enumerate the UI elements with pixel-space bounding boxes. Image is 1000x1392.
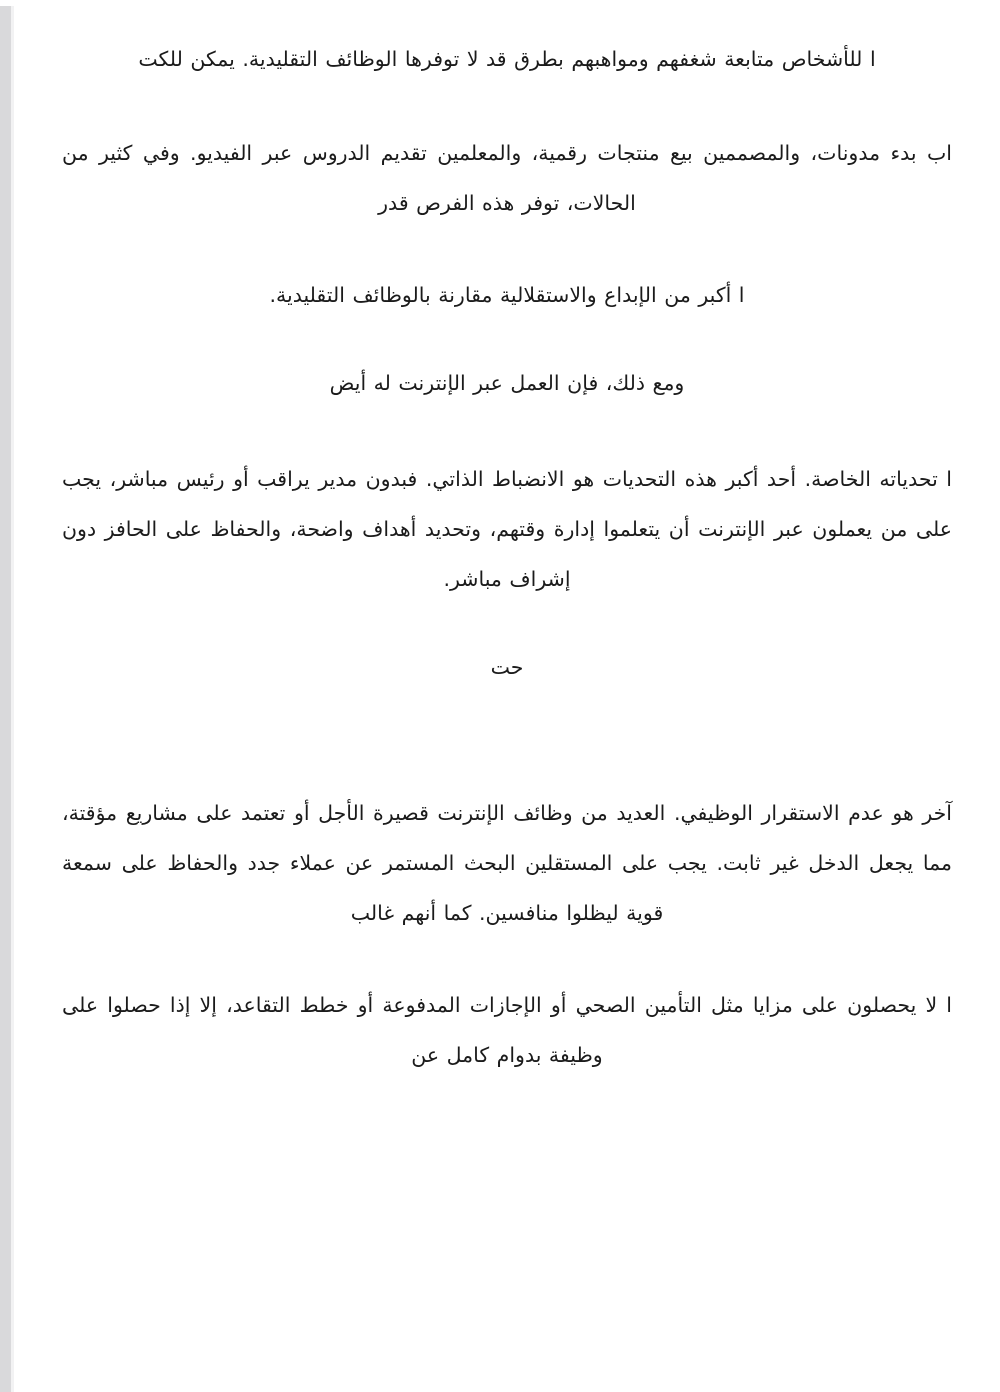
document-text-body (14, 0, 1000, 1392)
paragraph-gap (62, 228, 952, 270)
paragraph-gap (62, 84, 952, 128)
paragraph-8: ا لا يحصلون على مزايا مثل التأمين الصحي أو الإجازات المدفوعة أو خطط التقاعد، إلا إذا حصلوا على وظيفة بدوام كامل عن (62, 993, 952, 1067)
paragraph-6: حت (490, 655, 524, 679)
paragraph-3: ا أكبر من الإبداع والاستقلالية مقارنة بالوظائف التقليدية. (269, 283, 745, 307)
paragraph-4: ومع ذلك، فإن العمل عبر الإنترنت له أيض (329, 371, 685, 395)
paragraph-gap (62, 938, 952, 980)
paragraph-5: ا تحدياته الخاصة. أحد أكبر هذه التحديات هو الانضباط الذاتي. فبدون مدير يراقب أو رئيس مباشر، يجب على من يعملون عبر الإنترنت أن يتعلموا إدارة وقتهم، وتحديد أهداف واضحة، والحفاظ على الحافز دون إشراف مباشر. (62, 467, 952, 591)
paragraph-gap (62, 320, 952, 358)
paragraph-gap (62, 408, 952, 454)
paragraph-7: آخر هو عدم الاستقرار الوظيفي. العديد من وظائف الإنترنت قصيرة الأجل أو تعتمد على مشاريع مؤقتة، مما يجعل الدخل غير ثابت. يجب على المستقلين البحث المستمر عن عملاء جدد والحفاظ على سمعة قوية ليظلوا منافسين. كما أنهم غالب (62, 801, 952, 925)
paragraph-gap (62, 692, 952, 788)
paragraph-1: ا للأشخاص متابعة شغفهم ومواهبهم بطرق قد لا توفرها الوظائف التقليدية. يمكن للكت (138, 47, 876, 71)
paragraph-gap (62, 604, 952, 642)
page-left-edge (0, 0, 11, 1392)
paragraph-2: اب بدء مدونات، والمصممين بيع منتجات رقمية، والمعلمين تقديم الدروس عبر الفيديو. وفي كثير من الحالات، توفر هذه الفرص قدر (62, 141, 952, 215)
